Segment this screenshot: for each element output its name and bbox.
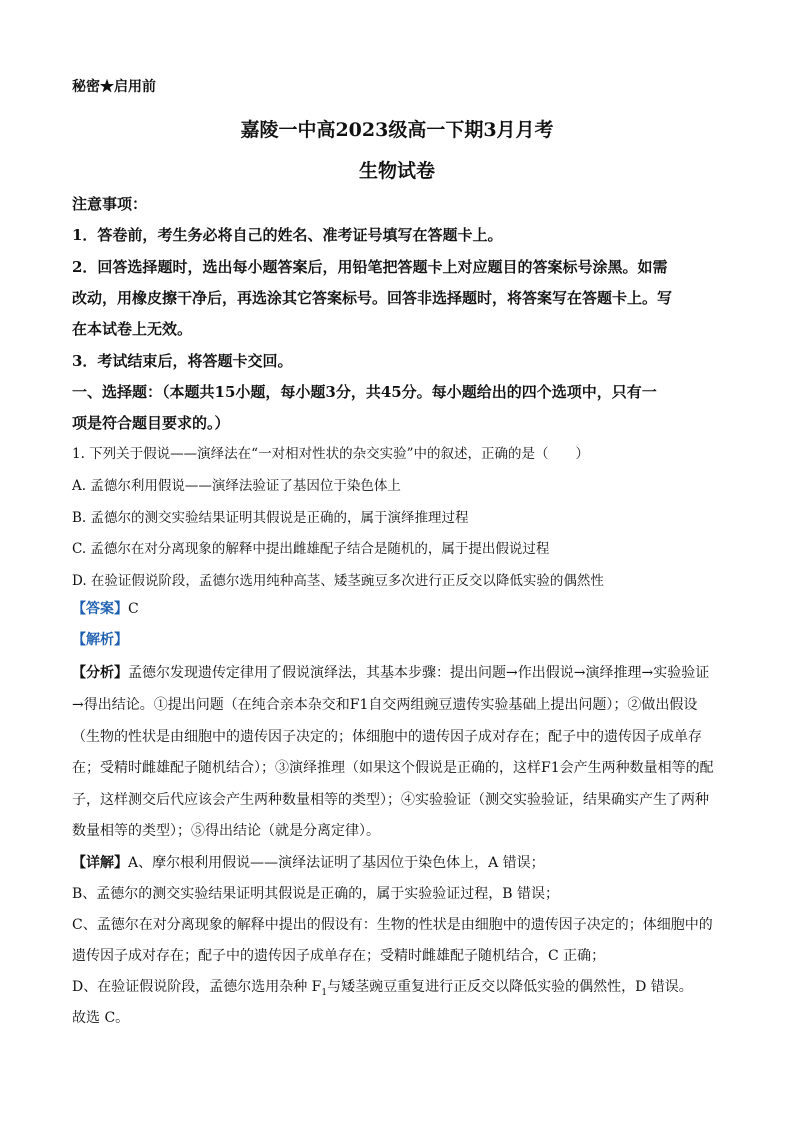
- fenxi-line: 在；受精时雌雄配子随机结合）；③演绎推理（如果这个假说是正确的，这样F1会产生两种数量相等的配: [72, 760, 714, 776]
- notes-line: 1．答卷前，考生务必将自己的姓名、准考证号填写在答题卡上。: [72, 226, 503, 244]
- xiangjie-line: 遗传因子成对存在；配子中的遗传因子成单存在；受精时雌雄配子随机结合，C 正确；: [72, 948, 606, 964]
- xiangjie-line: C、孟德尔在对分离现象的解释中提出的假设有：生物的性状是由细胞中的遗传因子决定的；体细胞中的: [72, 917, 713, 933]
- notes-line: 2．回答选择题时，选出每小题答案后，用铅笔把答题卡上对应题目的答案标号涂黑。如需: [72, 258, 668, 276]
- notes-heading: 注意事项：: [72, 195, 148, 213]
- section-heading-cont: 项是符合题目要求的。）: [72, 414, 230, 432]
- xiangjie-line-d: [72, 976, 693, 998]
- option-a: A. 孟德尔利用假说——演绎法验证了基因位于染色体上: [72, 478, 401, 494]
- confidential-mark: 秘密★启用前: [72, 79, 156, 95]
- question-stem: 1. 下列关于假说——演绎法在“一对相对性状的杂交实验”中的叙述，正确的是（ ）: [72, 446, 589, 462]
- d-line-pre: D、在验证假说阶段，孟德尔选用杂种 F: [72, 979, 322, 995]
- answer-tag: 【答案】: [72, 601, 128, 617]
- option-d: D. 在验证假说阶段，孟德尔选用纯种高茎、矮茎豌豆多次进行正反交以降低实验的偶然性: [72, 573, 604, 589]
- exam-subtitle: 生物试卷: [358, 160, 435, 182]
- xiangjie-line: [72, 852, 545, 872]
- notes-line: 3．考试结束后，将答题卡交回。: [72, 352, 293, 370]
- fenxi-line: （生物的性状是由细胞中的遗传因子决定的；体细胞中的遗传因子成对存在；配子中的遗传因子成单存: [72, 729, 702, 745]
- answer-line: [72, 598, 139, 618]
- section-heading: 一、选择题：（本题共15小题，每小题3分，共45分。每小题给出的四个选项中，只有一: [72, 383, 657, 401]
- xiangjie-text: A、摩尔根利用假说——演绎法证明了基因位于染色体上，A 错误；: [128, 855, 545, 871]
- fenxi-text: 孟德尔发现遗传定律用了假说演绎法，其基本步骤：提出问题→作出假说→演绎推理→实验验证: [128, 665, 710, 681]
- fenxi-tag: 【分析】: [72, 665, 128, 681]
- fenxi-line: 数量相等的类型）；⑤得出结论（就是分离定律）。: [72, 823, 380, 839]
- exam-title: 嘉陵一中高2023级高一下期3月月考: [240, 119, 554, 141]
- fenxi-line: →得出结论。①提出问题（在纯合亲本杂交和F1自交两组豌豆遗传实验基础上提出问题）；②做出假设: [72, 697, 698, 713]
- notes-line: 改动，用橡皮擦干净后，再选涂其它答案标号。回答非选择题时，将答案写在答题卡上。写: [72, 289, 673, 307]
- fenxi-line: 子，这样测交后代应该会产生两种数量相等的类型）；④实验验证（测交实验验证，结果确实产生了两种: [72, 792, 709, 808]
- d-line-post: 与矮茎豌豆重复进行正反交以降低实验的偶然性，D 错误。: [327, 979, 693, 995]
- d-line-sub: 1: [321, 987, 328, 998]
- conclusion: 故选 C。: [72, 1010, 130, 1026]
- option-c: C. 孟德尔在对分离现象的解释中提出雌雄配子结合是随机的，属于提出假说过程: [72, 541, 550, 557]
- answer-value: C: [128, 601, 139, 617]
- xiangjie-line: B、孟德尔的测交实验结果证明其假说是正确的，属于实验验证过程，B 错误；: [72, 886, 560, 902]
- option-b: B. 孟德尔的测交实验结果证明其假说是正确的，属于演绎推理过程: [72, 510, 469, 526]
- analysis-tag: 【解析】: [72, 632, 128, 648]
- xiangjie-tag: 【详解】: [72, 855, 128, 871]
- fenxi-line: [72, 662, 709, 682]
- notes-line: 在本试卷上无效。: [72, 320, 193, 338]
